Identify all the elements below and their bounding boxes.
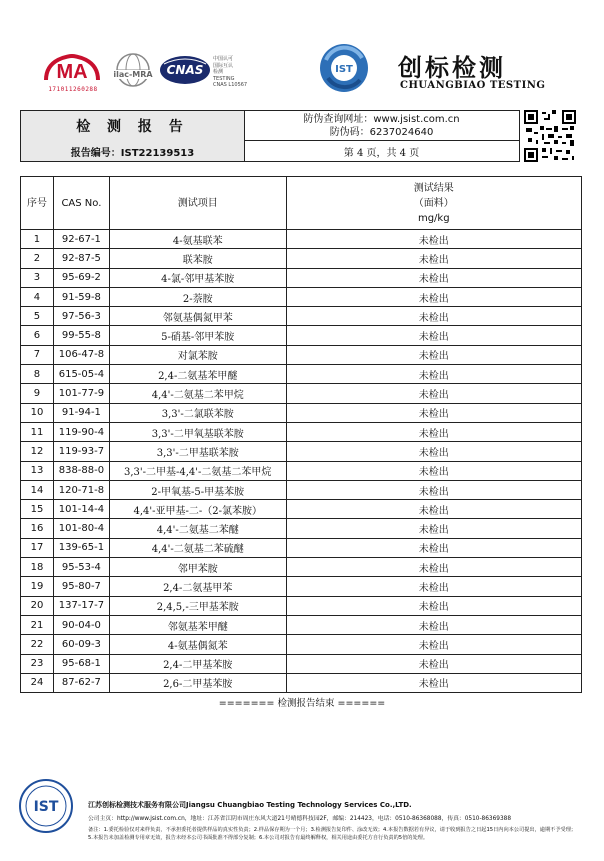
row-item: 对氯苯胺 bbox=[109, 345, 286, 364]
row-result: 未检出 bbox=[286, 558, 581, 577]
table-row bbox=[21, 287, 582, 306]
row-item: 2,6-二甲基苯胺 bbox=[109, 673, 286, 692]
row-item: 2,4-二氨基苯甲醚 bbox=[109, 365, 286, 384]
row-result: 未检出 bbox=[286, 345, 581, 364]
row-item: 3,3'-二甲基联苯胺 bbox=[109, 442, 286, 461]
row-cas: 101-80-4 bbox=[53, 519, 109, 538]
footer-logo-text: IST bbox=[33, 799, 59, 815]
table-row bbox=[21, 615, 582, 634]
row-item: 5-硝基-邻甲苯胺 bbox=[109, 326, 286, 345]
row-result: 未检出 bbox=[286, 615, 581, 634]
table-row bbox=[21, 519, 582, 538]
row-number: 11 bbox=[21, 422, 54, 441]
row-result: 未检出 bbox=[286, 635, 581, 654]
row-cas: 137-17-7 bbox=[53, 596, 109, 615]
row-result: 未检出 bbox=[286, 403, 581, 422]
cma-logo bbox=[40, 52, 104, 82]
row-number: 15 bbox=[21, 500, 54, 519]
row-cas: 97-56-3 bbox=[53, 307, 109, 326]
row-item: 联苯胺 bbox=[109, 249, 286, 268]
cma-text: MA bbox=[56, 61, 88, 82]
row-cas: 95-80-7 bbox=[53, 577, 109, 596]
table-row bbox=[21, 307, 582, 326]
row-item: 4-氨基联苯 bbox=[109, 230, 286, 249]
row-number: 18 bbox=[21, 558, 54, 577]
table-header-row bbox=[21, 177, 582, 230]
row-cas: 92-87-5 bbox=[53, 249, 109, 268]
table-row bbox=[21, 326, 582, 345]
row-result: 未检出 bbox=[286, 365, 581, 384]
row-number: 21 bbox=[21, 615, 54, 634]
footer-ist-seal bbox=[18, 778, 74, 834]
row-result: 未检出 bbox=[286, 287, 581, 306]
row-item: 3,3'-二氯联苯胺 bbox=[109, 403, 286, 422]
table-row bbox=[21, 345, 582, 364]
row-result: 未检出 bbox=[286, 442, 581, 461]
row-item: 3,3'-二甲基-4,4'-二氨基二苯甲烷 bbox=[109, 461, 286, 480]
brand-name-cn: 创标检测 bbox=[398, 54, 506, 82]
table-row bbox=[21, 442, 582, 461]
ist-logo-text: IST bbox=[335, 64, 353, 75]
row-number: 4 bbox=[21, 287, 54, 306]
row-result: 未检出 bbox=[286, 596, 581, 615]
row-cas: 101-14-4 bbox=[53, 500, 109, 519]
row-number: 8 bbox=[21, 365, 54, 384]
table-row bbox=[21, 500, 582, 519]
row-result: 未检出 bbox=[286, 307, 581, 326]
report-header bbox=[20, 110, 520, 162]
table-row bbox=[21, 577, 582, 596]
row-cas: 60-09-3 bbox=[53, 635, 109, 654]
row-number: 17 bbox=[21, 538, 54, 557]
cma-number: 171011260288 bbox=[48, 86, 98, 93]
row-cas: 120-71-8 bbox=[53, 480, 109, 499]
row-result: 未检出 bbox=[286, 268, 581, 287]
table-row bbox=[21, 673, 582, 692]
row-result: 未检出 bbox=[286, 480, 581, 499]
table-row bbox=[21, 480, 582, 499]
table-row bbox=[21, 249, 582, 268]
row-number: 20 bbox=[21, 596, 54, 615]
row-result: 未检出 bbox=[286, 519, 581, 538]
footer-notes: 备注：1.委托检验仅对来样负责，不承担委托者提供样品的真实性负责；2.样品保存期为一个月；3.检测报告复印件、涂改无效；4.本报告数据若有异议，请于收到报告之日起15日内向本公司提出，逾期不予受理；5.本报告未加盖检测专用章无效，报告未经本公司书面批准不得部分复制；6.本公司对报告有最终解释权，相关用途由委托方自行负责的5倍的处理。 bbox=[88, 827, 577, 841]
row-item: 2,4-二氨基甲苯 bbox=[109, 577, 286, 596]
table-row bbox=[21, 230, 582, 249]
row-result: 未检出 bbox=[286, 249, 581, 268]
row-item: 2-萘胺 bbox=[109, 287, 286, 306]
table-row bbox=[21, 403, 582, 422]
report-end-marker: ======= 检测报告结束 ====== bbox=[218, 698, 386, 709]
row-item: 2,4-二甲基苯胺 bbox=[109, 654, 286, 673]
row-result: 未检出 bbox=[286, 326, 581, 345]
row-result: 未检出 bbox=[286, 230, 581, 249]
row-cas: 95-69-2 bbox=[53, 268, 109, 287]
row-result: 未检出 bbox=[286, 384, 581, 403]
row-item: 4,4'-二氨基二苯甲烷 bbox=[109, 384, 286, 403]
row-item: 邻氨基苯甲醚 bbox=[109, 615, 286, 634]
row-cas: 95-53-4 bbox=[53, 558, 109, 577]
brand-name-en: CHUANGBIAO TESTING bbox=[400, 80, 546, 91]
row-cas: 91-94-1 bbox=[53, 403, 109, 422]
row-cas: 615-05-4 bbox=[53, 365, 109, 384]
row-item: 邻氨基偶氮甲苯 bbox=[109, 307, 286, 326]
row-result: 未检出 bbox=[286, 654, 581, 673]
table-row bbox=[21, 558, 582, 577]
ist-logo bbox=[318, 42, 370, 94]
row-number: 2 bbox=[21, 249, 54, 268]
row-number: 10 bbox=[21, 403, 54, 422]
test-results-table bbox=[20, 176, 582, 693]
footer-address: 公司主页：http://www.jsist.com.cn，地址：江苏省江阴市周庄东风大道21号晴德科技园2F，邮编：214423，电话：0510-86368088，传真：0510-86369388 bbox=[88, 816, 512, 822]
row-item: 4,4'-亚甲基-二-（2-氯苯胺） bbox=[109, 500, 286, 519]
table-row bbox=[21, 461, 582, 480]
row-item: 4-氯-邻甲基苯胺 bbox=[109, 268, 286, 287]
footer-company: 江苏创标检测技术服务有限公司Jiangsu Chuangbiao Testing Technology Services Co.,LTD. bbox=[88, 801, 412, 809]
row-number: 16 bbox=[21, 519, 54, 538]
verification-info bbox=[244, 111, 519, 141]
row-result: 未检出 bbox=[286, 538, 581, 557]
verify-code: 防伪码：6237024640 bbox=[329, 127, 434, 138]
row-cas: 119-93-7 bbox=[53, 442, 109, 461]
row-number: 5 bbox=[21, 307, 54, 326]
table-row bbox=[21, 538, 582, 557]
table-row bbox=[21, 365, 582, 384]
row-cas: 92-67-1 bbox=[53, 230, 109, 249]
row-item: 4-氨基偶氮苯 bbox=[109, 635, 286, 654]
table-row bbox=[21, 635, 582, 654]
verify-url: 防伪查询网址：www.jsist.com.cn bbox=[303, 114, 460, 125]
row-number: 6 bbox=[21, 326, 54, 345]
row-number: 13 bbox=[21, 461, 54, 480]
ilac-mra-logo bbox=[110, 52, 156, 92]
table-row bbox=[21, 384, 582, 403]
row-number: 7 bbox=[21, 345, 54, 364]
row-cas: 106-47-8 bbox=[53, 345, 109, 364]
row-cas: 91-59-8 bbox=[53, 287, 109, 306]
header-item: 测试项目 bbox=[109, 177, 286, 230]
row-cas: 838-88-0 bbox=[53, 461, 109, 480]
row-item: 邻甲苯胺 bbox=[109, 558, 286, 577]
row-cas: 139-65-1 bbox=[53, 538, 109, 557]
header-cas: CAS No. bbox=[53, 177, 109, 230]
row-item: 4,4'-二氨基二苯醚 bbox=[109, 519, 286, 538]
row-result: 未检出 bbox=[286, 577, 581, 596]
row-number: 22 bbox=[21, 635, 54, 654]
row-number: 19 bbox=[21, 577, 54, 596]
report-title: 检 测 报 告 bbox=[21, 111, 245, 142]
table-row bbox=[21, 596, 582, 615]
header-result: 测试结果 （面料） mg/kg bbox=[286, 177, 581, 230]
header-seq: 序号 bbox=[21, 177, 54, 230]
row-number: 9 bbox=[21, 384, 54, 403]
row-item: 2-甲氧基-5-甲基苯胺 bbox=[109, 480, 286, 499]
row-cas: 87-62-7 bbox=[53, 673, 109, 692]
row-number: 1 bbox=[21, 230, 54, 249]
row-number: 3 bbox=[21, 268, 54, 287]
row-result: 未检出 bbox=[286, 500, 581, 519]
row-cas: 101-77-9 bbox=[53, 384, 109, 403]
row-cas: 95-68-1 bbox=[53, 654, 109, 673]
table-row bbox=[21, 268, 582, 287]
row-cas: 99-55-8 bbox=[53, 326, 109, 345]
report-number: 报告编号：IST22139513 bbox=[21, 141, 245, 161]
row-result: 未检出 bbox=[286, 461, 581, 480]
row-cas: 90-04-0 bbox=[53, 615, 109, 634]
cnas-logo bbox=[158, 52, 212, 88]
row-result: 未检出 bbox=[286, 422, 581, 441]
row-item: 3,3'-二甲氧基联苯胺 bbox=[109, 422, 286, 441]
row-number: 24 bbox=[21, 673, 54, 692]
row-number: 14 bbox=[21, 480, 54, 499]
cnas-description: 中国认可 国际互认 检测 TESTING CNAS L10567 bbox=[213, 56, 248, 88]
row-cas: 119-90-4 bbox=[53, 422, 109, 441]
row-number: 12 bbox=[21, 442, 54, 461]
row-number: 23 bbox=[21, 654, 54, 673]
page-info: 第 4 页，共 4 页 bbox=[343, 147, 420, 159]
row-item: 4,4'-二氨基二苯硫醚 bbox=[109, 538, 286, 557]
ilac-text: ilac-MRA bbox=[113, 70, 153, 79]
row-result: 未检出 bbox=[286, 673, 581, 692]
table-row bbox=[21, 654, 582, 673]
qr-code bbox=[524, 110, 576, 162]
row-item: 2,4,5,-三甲基苯胺 bbox=[109, 596, 286, 615]
cnas-text: CNAS bbox=[166, 63, 204, 77]
table-row bbox=[21, 422, 582, 441]
